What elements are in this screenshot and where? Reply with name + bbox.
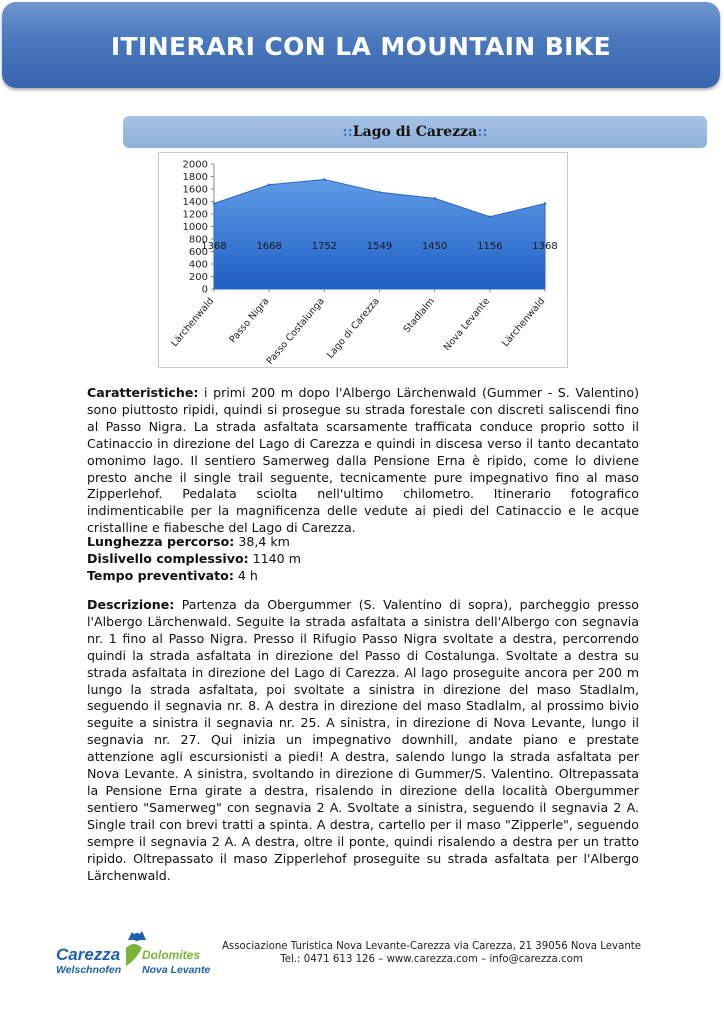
y-tick-label: 1400 bbox=[182, 197, 208, 208]
y-tick-label: 1000 bbox=[182, 222, 208, 233]
logo-dolomites: Dolomites bbox=[142, 948, 201, 962]
route-title-prefix: :: bbox=[342, 124, 353, 140]
y-tick-label: 0 bbox=[201, 284, 208, 296]
caratteristiche-label: Caratteristiche: bbox=[87, 385, 199, 400]
data-label: 1450 bbox=[421, 241, 448, 252]
stat-lunghezza-label: Lunghezza percorso: bbox=[87, 534, 235, 549]
data-label: 1368 bbox=[532, 241, 558, 252]
descrizione-text: Partenza da Obergummer (S. Valentino di sopra), parcheggio presso l'Albergo Lärchenwald. Seguite la strada asfaltata a sinistra dell'Albergo con segnavia nr. 1 fino al Passo Nigra. Presso il Rifugio Passo Nigra svoltate a destra, percorrendo quindi la strada asfaltata in direzione del Passo di Costalunga. Svoltate a destra su strada asfaltata in direzione del Lago di Carezza. Al lago proseguite ancora per 200 m lungo la strada asfaltata, poi svoltate a sinistra in direzione del maso Stadlalm, seguendo il segnavia nr. 8. A destra in direzione del maso Stadlalm, al prossimo bivio seguite a sinistra il segnavia nr. 25. A sinistra, in direzione di Nova Levante, lungo il segnavia nr. 27. Qui inizia un impegnativo downhill, andate piano e prestate attenzione agli escursionisti a piedi! A destra, salendo lungo la strada asfaltata per Nova Levante. A sinistra, svoltando in direzione di Gummer/S. Valentino. Oltrepassata la Pensione Erna girate a destra, risalendo in direzione della località Obergummer sentiero "Samerweg" con segnavia 2 A. Svoltate a sinistra, seguendo il segnavia 2 A. Single trail con brevi tratti a spinta. A destra, cartello per il maso "Zipperle", seguendo sempre il segnavia 2 A. A destra, oltre il ponte, quindi risalendo a destra per un tratto ripido. Oltrepassato il maso Zipperlehof proseguite su strada asfaltata per l'Albergo Lärchenwald. bbox=[87, 597, 639, 883]
y-tick-label: 1600 bbox=[182, 184, 208, 196]
x-tick-label: Passo Nigra bbox=[227, 295, 272, 346]
x-tick-label: Nova Levante bbox=[441, 295, 493, 354]
elevation-point bbox=[544, 202, 546, 204]
stat-dislivello-value: 1140 m bbox=[248, 550, 301, 566]
x-tick-label: Passo Costalunga bbox=[264, 295, 327, 367]
caratteristiche-text: i primi 200 m dopo l'Albergo Lärchenwald (Gummer - S. Valentino) sono piuttosto ripidi, quindi si prosegue su strada forestale con discreti saliscendi fino al Passo Nigra. La strada asfaltata scarsamente trafficata conduce proprio sotto il Catinaccio in direzione del Lago di Carezza e quindi in discesa verso il tanto decantato omonimo lago. Il sentiero Samerweg dalla Pensione Erna è ripido, come lo diviene presto anche il single trail seguente, tecnicamente pure impegnativo fino al maso Zipperlehof. Pedalata sciolta nell'ultimo chilometro. Itinerario fotografico indimenticabile per la magnificenza delle vedute ai piedi del Catinaccio e le acque cristalline e fiabesche del Lago di Carezza. bbox=[87, 385, 639, 536]
route-title-bar bbox=[123, 116, 707, 148]
elevation-chart bbox=[158, 152, 568, 368]
elevation-point bbox=[268, 184, 270, 186]
logo-nova-levante: Nova Levante bbox=[142, 964, 211, 976]
data-label: 1549 bbox=[366, 241, 393, 252]
y-tick-label: 200 bbox=[188, 272, 208, 283]
x-tick-label: Lärchenwald bbox=[169, 295, 217, 350]
logo-carezza: Carezza bbox=[56, 945, 121, 964]
logo-graphic bbox=[42, 926, 222, 980]
data-label: 1752 bbox=[311, 241, 338, 252]
elevation-point bbox=[489, 216, 491, 218]
stat-dislivello-label: Dislivello complessivo: bbox=[87, 550, 249, 566]
page-title: ITINERARI CON LA MOUNTAIN BIKE bbox=[110, 32, 612, 61]
route-title bbox=[123, 124, 707, 140]
data-label: 1368 bbox=[201, 241, 227, 252]
elevation-point bbox=[323, 178, 325, 180]
elevation-chart-svg bbox=[159, 153, 567, 367]
route-stats bbox=[87, 534, 301, 585]
logo-leaf-icon bbox=[126, 944, 142, 966]
carezza-dolomites-logo bbox=[42, 926, 222, 980]
elevation-point bbox=[378, 191, 380, 193]
header-banner bbox=[2, 2, 720, 88]
y-tick-label: 1800 bbox=[182, 172, 208, 183]
route-title-suffix: :: bbox=[477, 124, 488, 140]
stat-tempo-label: Tempo preventivato: bbox=[87, 567, 234, 583]
descrizione-label: Descrizione: bbox=[87, 597, 175, 612]
footer-contacts: Tel.: 0471 613 126 – www.carezza.com – info@carezza.com bbox=[280, 954, 583, 965]
elevation-point bbox=[433, 197, 435, 199]
y-tick-label: 400 bbox=[188, 259, 208, 271]
stat-lunghezza-value: 38,4 km bbox=[234, 534, 290, 549]
y-tick-label: 1200 bbox=[182, 209, 208, 221]
stat-dislivello bbox=[87, 551, 301, 568]
route-name: Lago di Carezza bbox=[352, 124, 478, 140]
stat-lunghezza bbox=[87, 534, 301, 551]
x-tick-label: Lärchenwald bbox=[500, 295, 548, 350]
footer-address: Associazione Turistica Nova Levante-Carezza via Carezza, 21 39056 Nova Levante bbox=[221, 941, 642, 952]
logo-welschnofen: Welschnofen bbox=[56, 964, 122, 976]
y-tick-label: 800 bbox=[188, 234, 208, 246]
y-tick-label: 600 bbox=[188, 247, 208, 258]
y-tick-label: 2000 bbox=[182, 159, 208, 171]
stat-tempo bbox=[87, 568, 301, 585]
caratteristiche-paragraph bbox=[87, 385, 639, 537]
elevation-area bbox=[214, 180, 545, 290]
data-label: 1668 bbox=[256, 241, 282, 252]
data-label: 1156 bbox=[477, 241, 503, 252]
elevation-point bbox=[213, 202, 215, 204]
descrizione-paragraph bbox=[87, 597, 639, 884]
x-tick-label: Lago di Carezza bbox=[324, 295, 382, 361]
x-tick-label: Stadlalm bbox=[401, 295, 437, 336]
stat-tempo-value: 4 h bbox=[233, 567, 258, 583]
footer-contact bbox=[214, 940, 649, 966]
